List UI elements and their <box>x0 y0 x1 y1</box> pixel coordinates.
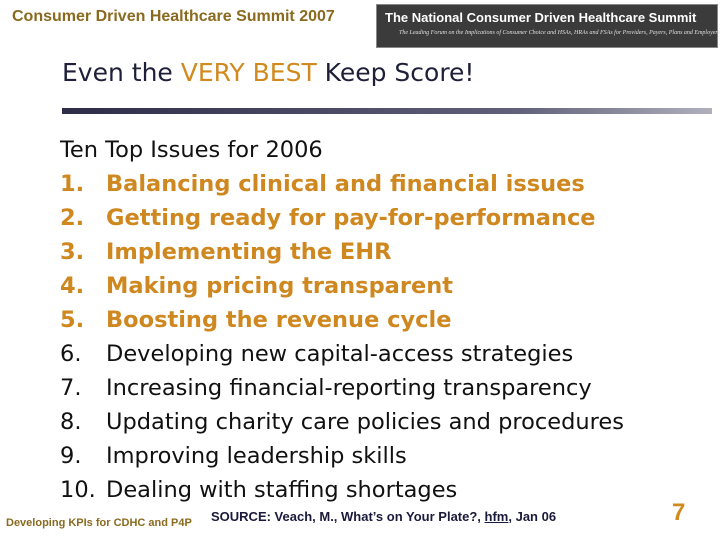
item-number: 2. <box>60 205 85 231</box>
item-number: 8. <box>60 409 82 435</box>
item-number: 7. <box>60 375 82 401</box>
item-text: Balancing clinical and financial issues <box>106 171 585 197</box>
logo-subtitle: The Leading Forum on the Implications of Consumer Choice and HSAs, HRAs and FSAs for Providers, Payers, Plans and Employers <box>399 30 720 36</box>
item-text: Dealing with staffing shortages <box>106 477 458 503</box>
item-text: Boosting the revenue cycle <box>106 307 452 333</box>
title-prefix: Even the <box>62 58 181 87</box>
item-text: Improving leadership skills <box>106 443 407 469</box>
event-name: Consumer Driven Healthcare Summit 2007 <box>12 8 335 25</box>
item-text: Developing new capital-access strategies <box>106 341 574 367</box>
list-item <box>60 235 624 269</box>
list-item <box>60 269 624 303</box>
source-suffix: , Jan 06 <box>508 509 557 524</box>
title-highlight: VERY BEST <box>180 58 317 87</box>
item-text: Getting ready for pay-for-performance <box>106 205 596 231</box>
logo-title: The National Consumer Driven Healthcare Summit <box>385 10 697 25</box>
page-number: 7 <box>672 499 686 526</box>
item-number: 3. <box>60 239 85 265</box>
summit-logo <box>376 4 718 48</box>
source-prefix: SOURCE: Veach, M., What’s on Your Plate?, <box>211 509 485 524</box>
item-text: Increasing financial-reporting transparency <box>106 375 592 401</box>
item-number: 5. <box>60 307 85 333</box>
item-text: Implementing the EHR <box>106 239 392 265</box>
item-number: 1. <box>60 171 85 197</box>
item-text: Making pricing transparent <box>106 273 453 299</box>
source-journal: hfm <box>484 509 509 524</box>
footer-caption: Developing KPIs for CDHC and P4P <box>6 517 192 529</box>
list-item <box>60 473 624 507</box>
source-citation <box>211 509 556 524</box>
list-item <box>60 337 624 371</box>
list-item <box>60 201 624 235</box>
item-number: 10. <box>60 477 96 503</box>
item-text: Updating charity care policies and procedures <box>106 409 624 435</box>
list-item <box>60 405 624 439</box>
issues-list <box>60 133 624 507</box>
item-number: 6. <box>60 341 82 367</box>
list-heading: Ten Top Issues for 2006 <box>60 137 323 163</box>
list-item <box>60 371 624 405</box>
slide-title <box>62 58 474 87</box>
list-item <box>60 439 624 473</box>
list-item <box>60 167 624 201</box>
item-number: 4. <box>60 273 85 299</box>
title-suffix: Keep Score! <box>316 58 475 87</box>
title-divider <box>62 108 712 114</box>
list-item <box>60 303 624 337</box>
item-number: 9. <box>60 443 82 469</box>
